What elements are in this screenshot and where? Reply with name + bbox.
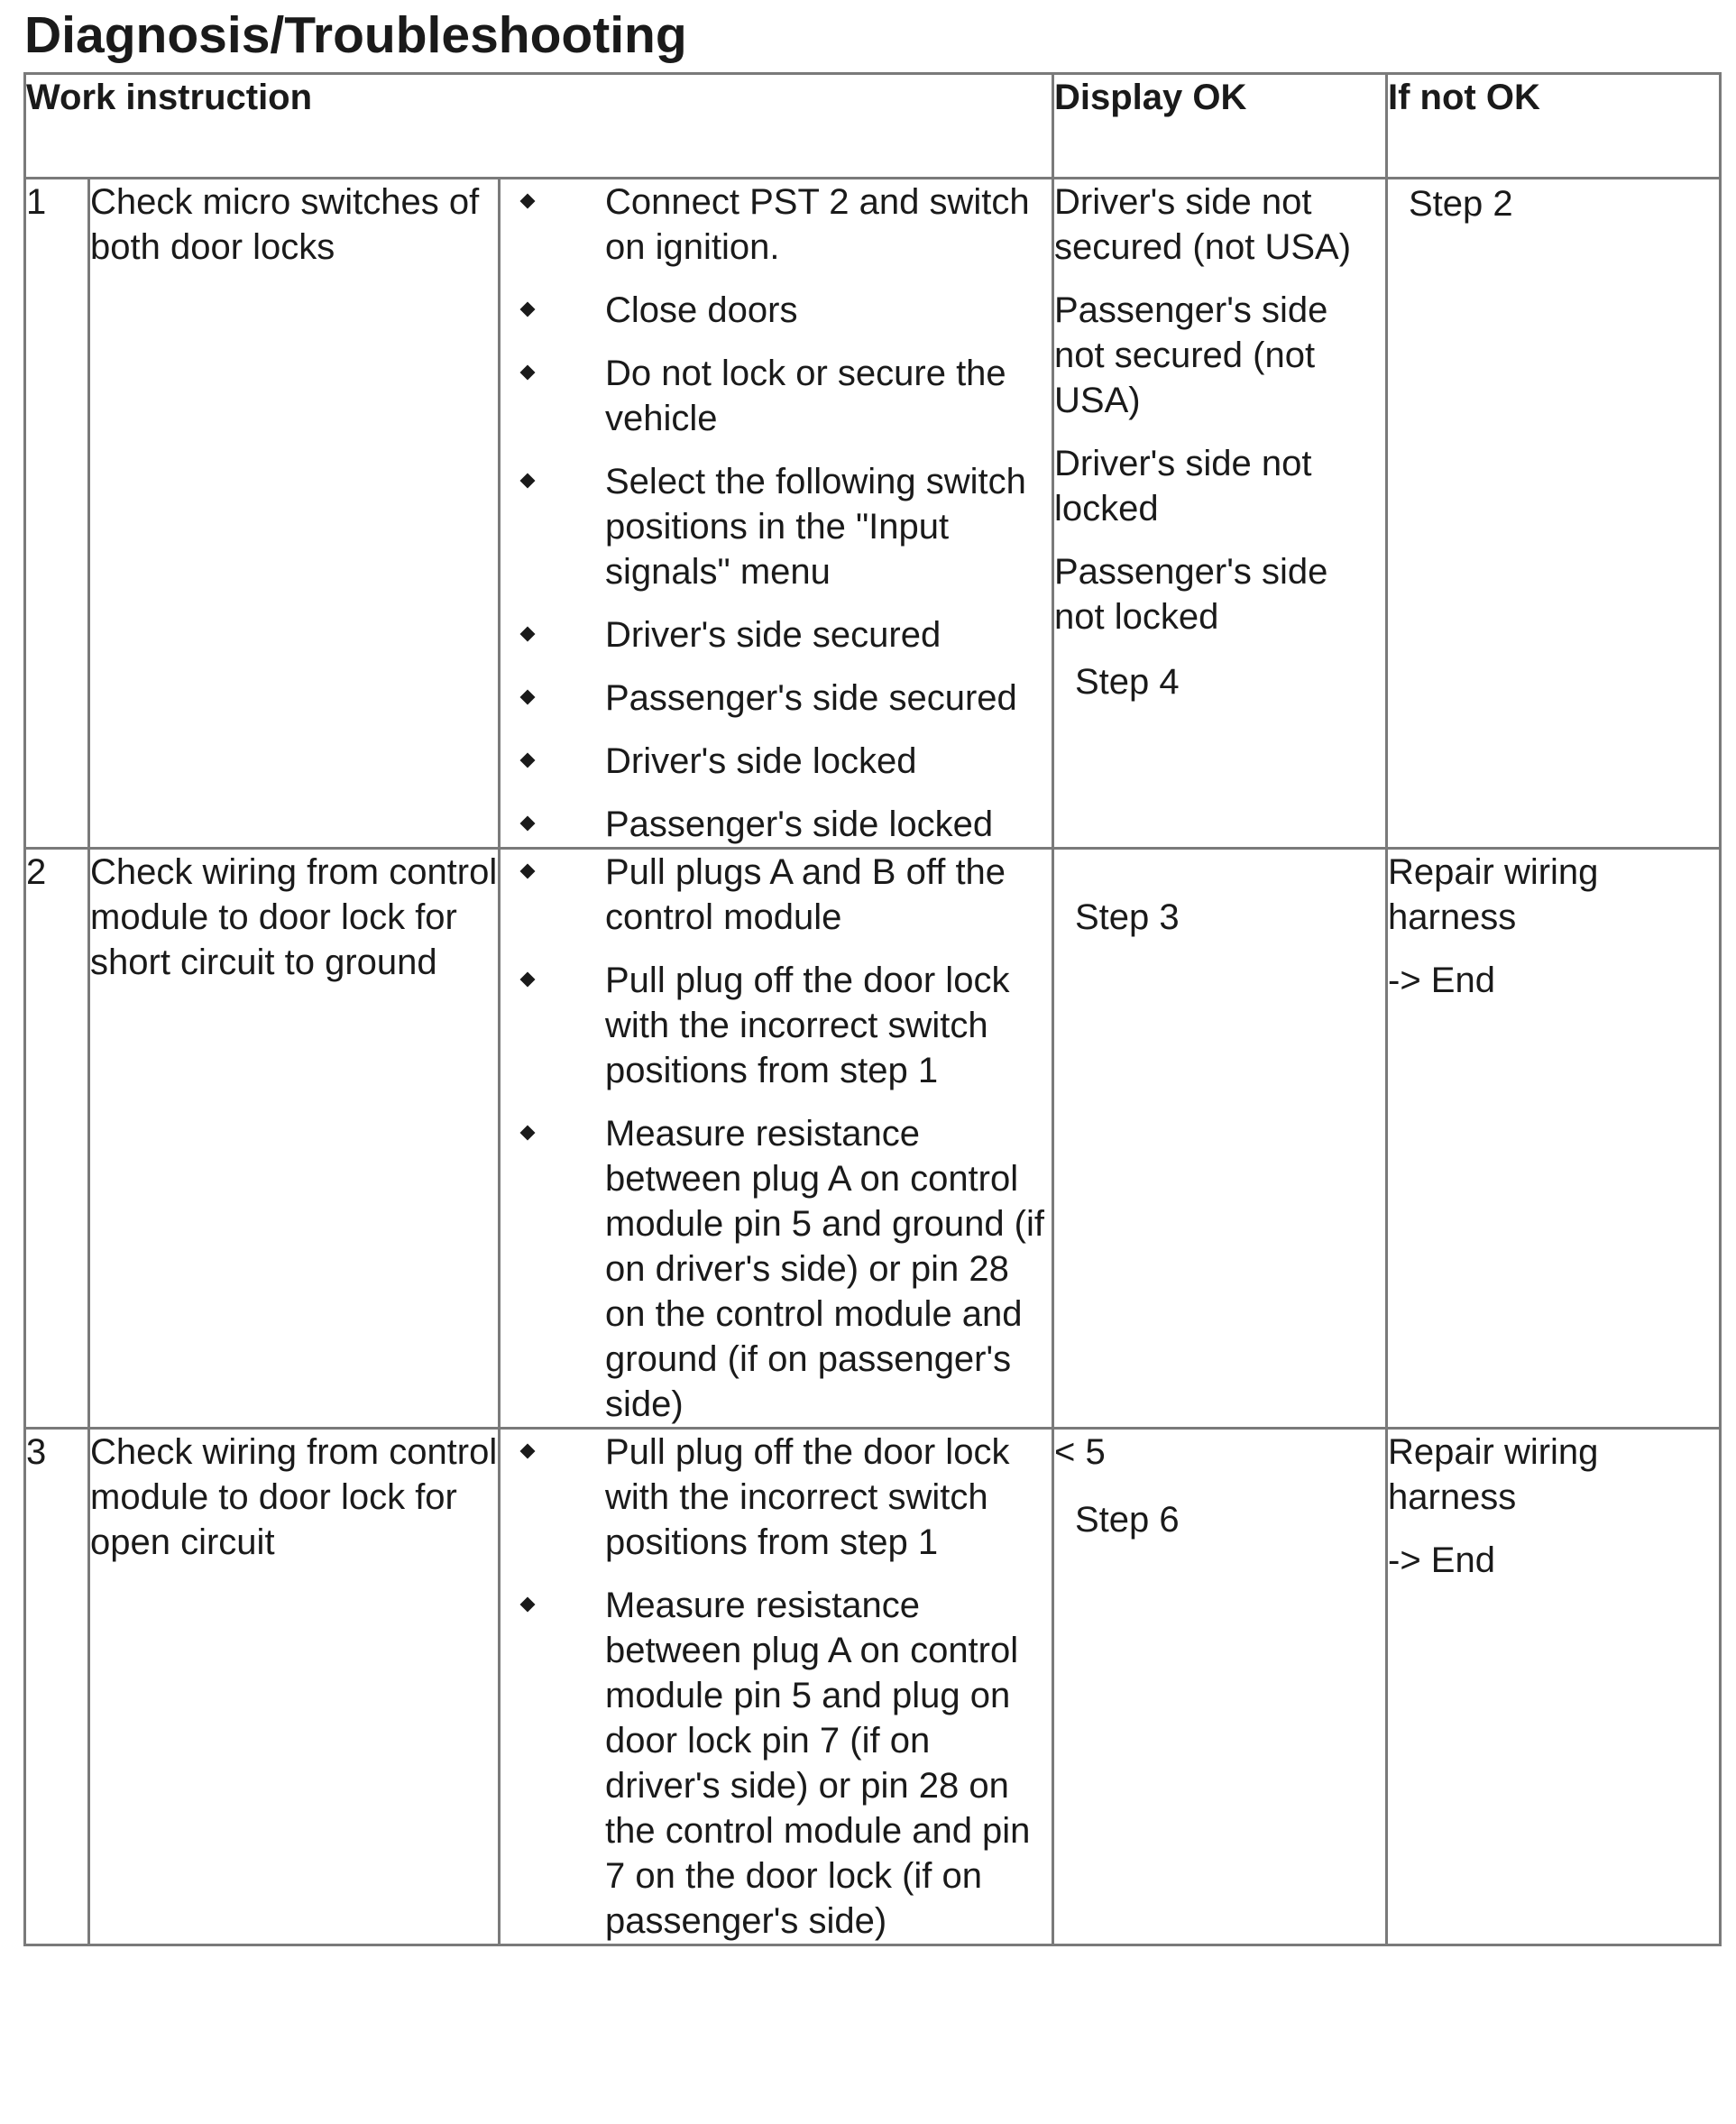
page-title: Diagnosis/Troubleshooting	[24, 6, 687, 64]
step-task: Check micro switches of both door locks	[89, 179, 500, 849]
table-row	[25, 1429, 1721, 1945]
instruction-item: Pull plugs A and B off the control module	[501, 850, 1052, 940]
display-ok-text: Passenger's side not secured (not USA)	[1054, 290, 1328, 420]
step-instructions	[500, 1429, 1053, 1945]
display-ok-value: < 5	[1054, 1432, 1106, 1472]
step-task: Check wiring from control module to door lock for short circuit to ground	[89, 849, 500, 1429]
display-ok-text: Driver's side not secured (not USA)	[1054, 182, 1352, 267]
not-ok-cell	[1387, 849, 1721, 1429]
instruction-item: Driver's side locked	[501, 739, 1052, 784]
instruction-item: Pull plug off the door lock with the incorrect switch positions from step 1	[501, 1430, 1052, 1565]
instruction-item: Pull plug off the door lock with the incorrect switch positions from step 1	[501, 958, 1052, 1093]
header-if-not-ok: If not OK	[1387, 74, 1721, 179]
step-instructions	[500, 179, 1053, 849]
diamond-bullet-icon	[520, 690, 536, 705]
instruction-item: Close doors	[501, 288, 1052, 333]
diamond-bullet-icon	[520, 864, 536, 879]
instruction-item: Measure resistance between plug A on control module pin 5 and plug on door lock pin 7 (if on driver's side) or pin 28 on the control module and pin 7 on the door lock (if on passenger's side)	[501, 1583, 1052, 1944]
display-ok-cell	[1053, 179, 1387, 849]
diamond-bullet-icon	[520, 1597, 536, 1613]
display-ok-cell	[1053, 1429, 1387, 1945]
header-row	[25, 74, 1721, 179]
diamond-bullet-icon	[520, 194, 536, 209]
diamond-bullet-icon	[520, 1126, 536, 1141]
not-ok-text: Repair wiring harness	[1388, 1432, 1599, 1517]
not-ok-step: Step 2	[1409, 184, 1513, 224]
instruction-item: Passenger's side secured	[501, 676, 1052, 721]
display-ok-text: Driver's side not locked	[1054, 444, 1312, 529]
instruction-item: Select the following switch positions in the "Input signals" menu	[501, 459, 1052, 594]
instruction-item: Driver's side secured	[501, 612, 1052, 657]
troubleshooting-table	[23, 72, 1722, 1946]
instruction-item: Passenger's side locked	[501, 802, 1052, 847]
diamond-bullet-icon	[520, 302, 536, 317]
not-ok-end: -> End	[1388, 1540, 1495, 1580]
diamond-bullet-icon	[520, 365, 536, 381]
not-ok-cell	[1387, 179, 1721, 849]
display-ok-text: Passenger's side not locked	[1054, 552, 1328, 637]
display-ok-step: Step 6	[1075, 1500, 1180, 1540]
table-row	[25, 179, 1721, 849]
step-instructions	[500, 849, 1053, 1429]
not-ok-end: -> End	[1388, 961, 1495, 1000]
diamond-bullet-icon	[520, 474, 536, 489]
header-display-ok: Display OK	[1053, 74, 1387, 179]
instruction-item: Connect PST 2 and switch on ignition.	[501, 179, 1052, 270]
diamond-bullet-icon	[520, 1444, 536, 1459]
diamond-bullet-icon	[520, 627, 536, 642]
display-ok-step: Step 4	[1075, 662, 1180, 702]
header-work-instruction: Work instruction	[25, 74, 1053, 179]
diamond-bullet-icon	[520, 753, 536, 768]
not-ok-text: Repair wiring harness	[1388, 852, 1599, 937]
display-ok-step: Step 3	[1075, 897, 1180, 937]
diamond-bullet-icon	[520, 972, 536, 988]
step-number: 1	[25, 179, 89, 849]
step-number: 3	[25, 1429, 89, 1945]
step-task: Check wiring from control module to door lock for open circuit	[89, 1429, 500, 1945]
display-ok-cell	[1053, 849, 1387, 1429]
instruction-item: Do not lock or secure the vehicle	[501, 351, 1052, 441]
diamond-bullet-icon	[520, 816, 536, 832]
instruction-item: Measure resistance between plug A on control module pin 5 and ground (if on driver's side) or pin 28 on the control module and ground (if on passenger's side)	[501, 1111, 1052, 1427]
not-ok-cell	[1387, 1429, 1721, 1945]
step-number: 2	[25, 849, 89, 1429]
table-row	[25, 849, 1721, 1429]
